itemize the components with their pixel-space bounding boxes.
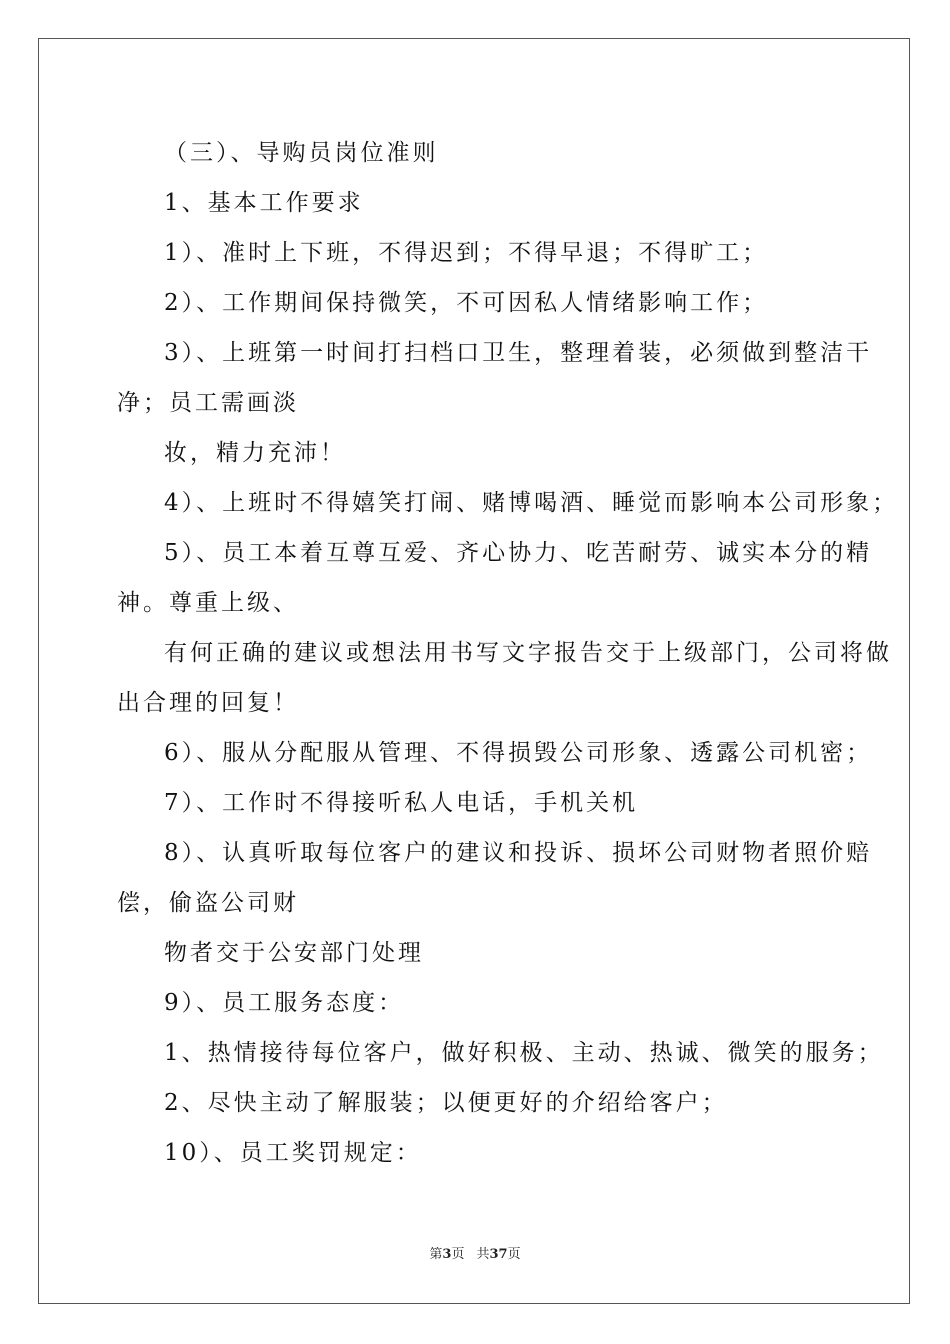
paragraph-line: 物者交于公安部门处理	[164, 940, 424, 966]
paragraph-line: 有何正确的建议或想法用书写文字报告交于上级部门，公司将做	[164, 640, 892, 666]
paragraph-line: 净；员工需画淡	[117, 390, 299, 416]
subsection-heading: 1、基本工作要求	[164, 190, 364, 216]
paragraph-line: 9）、员工服务态度：	[164, 990, 405, 1016]
paragraph-line: 1）、准时上下班，不得迟到；不得早退；不得旷工；	[164, 240, 769, 266]
paragraph-line: 6）、服从分配服从管理、不得损毁公司形象、透露公司机密；	[164, 740, 873, 766]
paragraph-line: 4）、上班时不得嬉笑打闹、赌博喝酒、睡觉而影响本公司形象；	[164, 490, 899, 516]
document-body	[117, 128, 899, 1178]
paragraph-line: 10）、员工奖罚规定：	[164, 1140, 422, 1166]
paragraph-line: 3）、上班第一时间打扫档口卫生，整理着装，必须做到整洁干	[164, 340, 873, 366]
total-suffix: 页	[507, 1247, 521, 1262]
page-suffix: 页	[451, 1247, 465, 1262]
paragraph-line: 神。尊重上级、	[117, 590, 299, 616]
paragraph-line: 偿，偷盗公司财	[117, 890, 299, 916]
paragraph-line: 7）、工作时不得接听私人电话，手机关机	[164, 790, 639, 816]
paragraph-line: 5）、员工本着互尊互爱、齐心协力、吃苦耐劳、诚实本分的精	[164, 540, 873, 566]
paragraph-line: 2、尽快主动了解服装；以便更好的介绍给客户；	[164, 1090, 728, 1116]
paragraph-line: 2）、工作期间保持微笑，不可因私人情绪影响工作；	[164, 290, 769, 316]
page-number: 3	[442, 1247, 452, 1262]
page-footer	[0, 1245, 950, 1265]
total-prefix: 共	[476, 1247, 490, 1262]
page-prefix: 第	[429, 1247, 443, 1262]
section-heading: （三）、导购员岗位准则	[164, 140, 439, 166]
paragraph-line: 妆，精力充沛！	[164, 440, 346, 466]
total-pages: 37	[489, 1247, 508, 1262]
paragraph-line: 8）、认真听取每位客户的建议和投诉、损坏公司财物者照价赔	[164, 840, 873, 866]
paragraph-line: 出合理的回复！	[117, 690, 299, 716]
paragraph-line: 1、热情接待每位客户，做好积极、主动、热诚、微笑的服务；	[164, 1040, 884, 1066]
